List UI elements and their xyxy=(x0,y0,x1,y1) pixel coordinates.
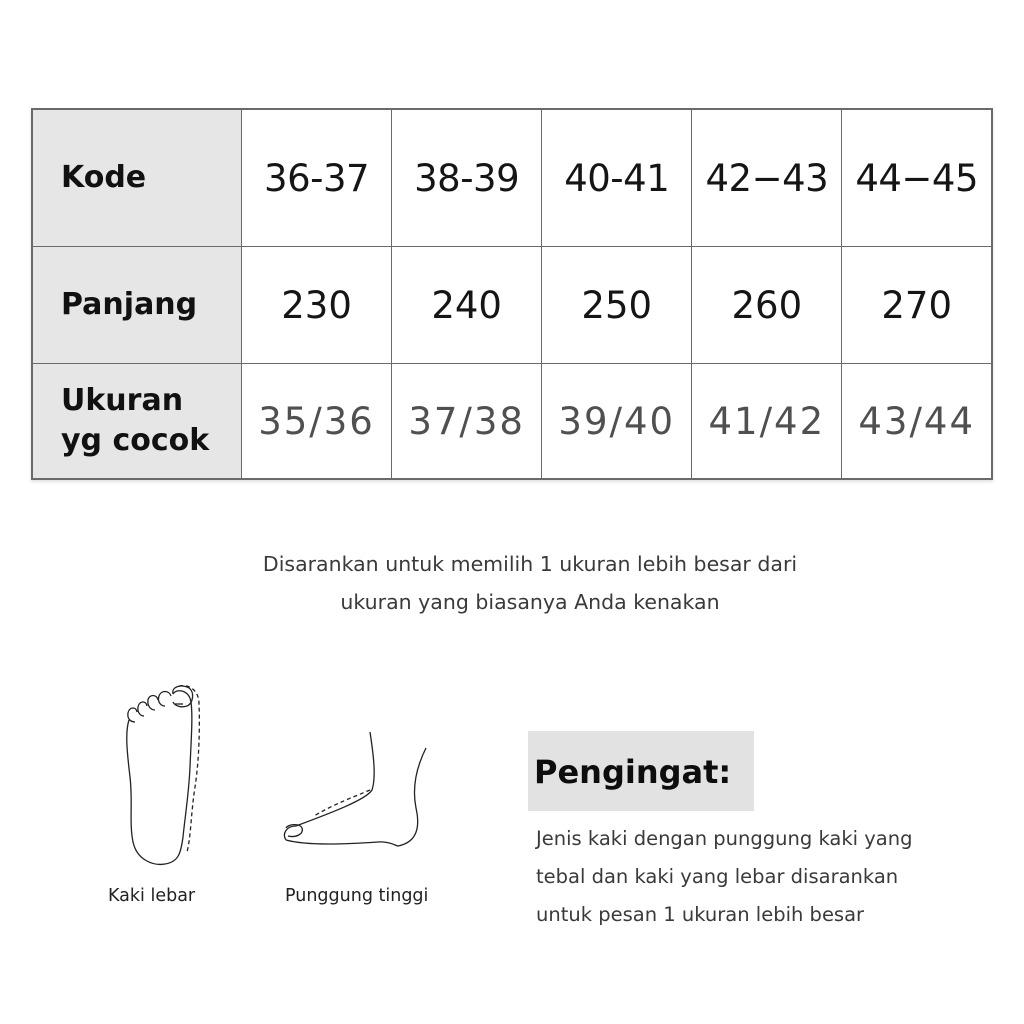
row-header-ukuran-line1: Ukuran xyxy=(61,383,184,418)
panjang-cell: 240 xyxy=(392,247,542,364)
row-header-ukuran-cocok xyxy=(32,364,242,480)
ukuran-cocok-cell: 37/38 xyxy=(392,364,542,480)
high-instep-label: Punggung tinggi xyxy=(285,886,429,906)
advice-line-2: ukuran yang biasanya Anda kenakan xyxy=(340,590,720,614)
table-row-panjang xyxy=(32,247,992,364)
kode-cell: 44−45 xyxy=(842,109,992,247)
kode-cell: 40-41 xyxy=(542,109,692,247)
table-row-ukuran-cocok xyxy=(32,364,992,480)
reminder-body xyxy=(536,820,976,934)
kode-cell: 42−43 xyxy=(692,109,842,247)
size-chart-table xyxy=(31,108,993,480)
panjang-cell: 250 xyxy=(542,247,692,364)
row-header-ukuran-line2: yg cocok xyxy=(61,423,210,458)
high-instep-foot-icon xyxy=(278,728,438,858)
size-advice-text xyxy=(200,545,860,621)
reminder-line-2: tebal dan kaki yang lebar disarankan xyxy=(536,865,899,888)
reminder-line-3: untuk pesan 1 ukuran lebih besar xyxy=(536,903,865,926)
ukuran-cocok-cell: 39/40 xyxy=(542,364,692,480)
panjang-cell: 260 xyxy=(692,247,842,364)
panjang-cell: 230 xyxy=(242,247,392,364)
advice-line-1: Disarankan untuk memilih 1 ukuran lebih besar dari xyxy=(262,552,798,576)
ukuran-cocok-cell: 35/36 xyxy=(242,364,392,480)
kode-cell: 36-37 xyxy=(242,109,392,247)
row-header-kode: Kode xyxy=(32,109,242,247)
panjang-cell: 270 xyxy=(842,247,992,364)
reminder-line-1: Jenis kaki dengan punggung kaki yang xyxy=(536,827,913,850)
table-row-kode xyxy=(32,109,992,247)
ukuran-cocok-cell: 43/44 xyxy=(842,364,992,480)
kode-cell: 38-39 xyxy=(392,109,542,247)
wide-foot-icon xyxy=(115,682,215,872)
reminder-title: Pengingat: xyxy=(528,731,754,811)
wide-foot-label: Kaki lebar xyxy=(108,886,196,906)
row-header-panjang: Panjang xyxy=(32,247,242,364)
ukuran-cocok-cell: 41/42 xyxy=(692,364,842,480)
